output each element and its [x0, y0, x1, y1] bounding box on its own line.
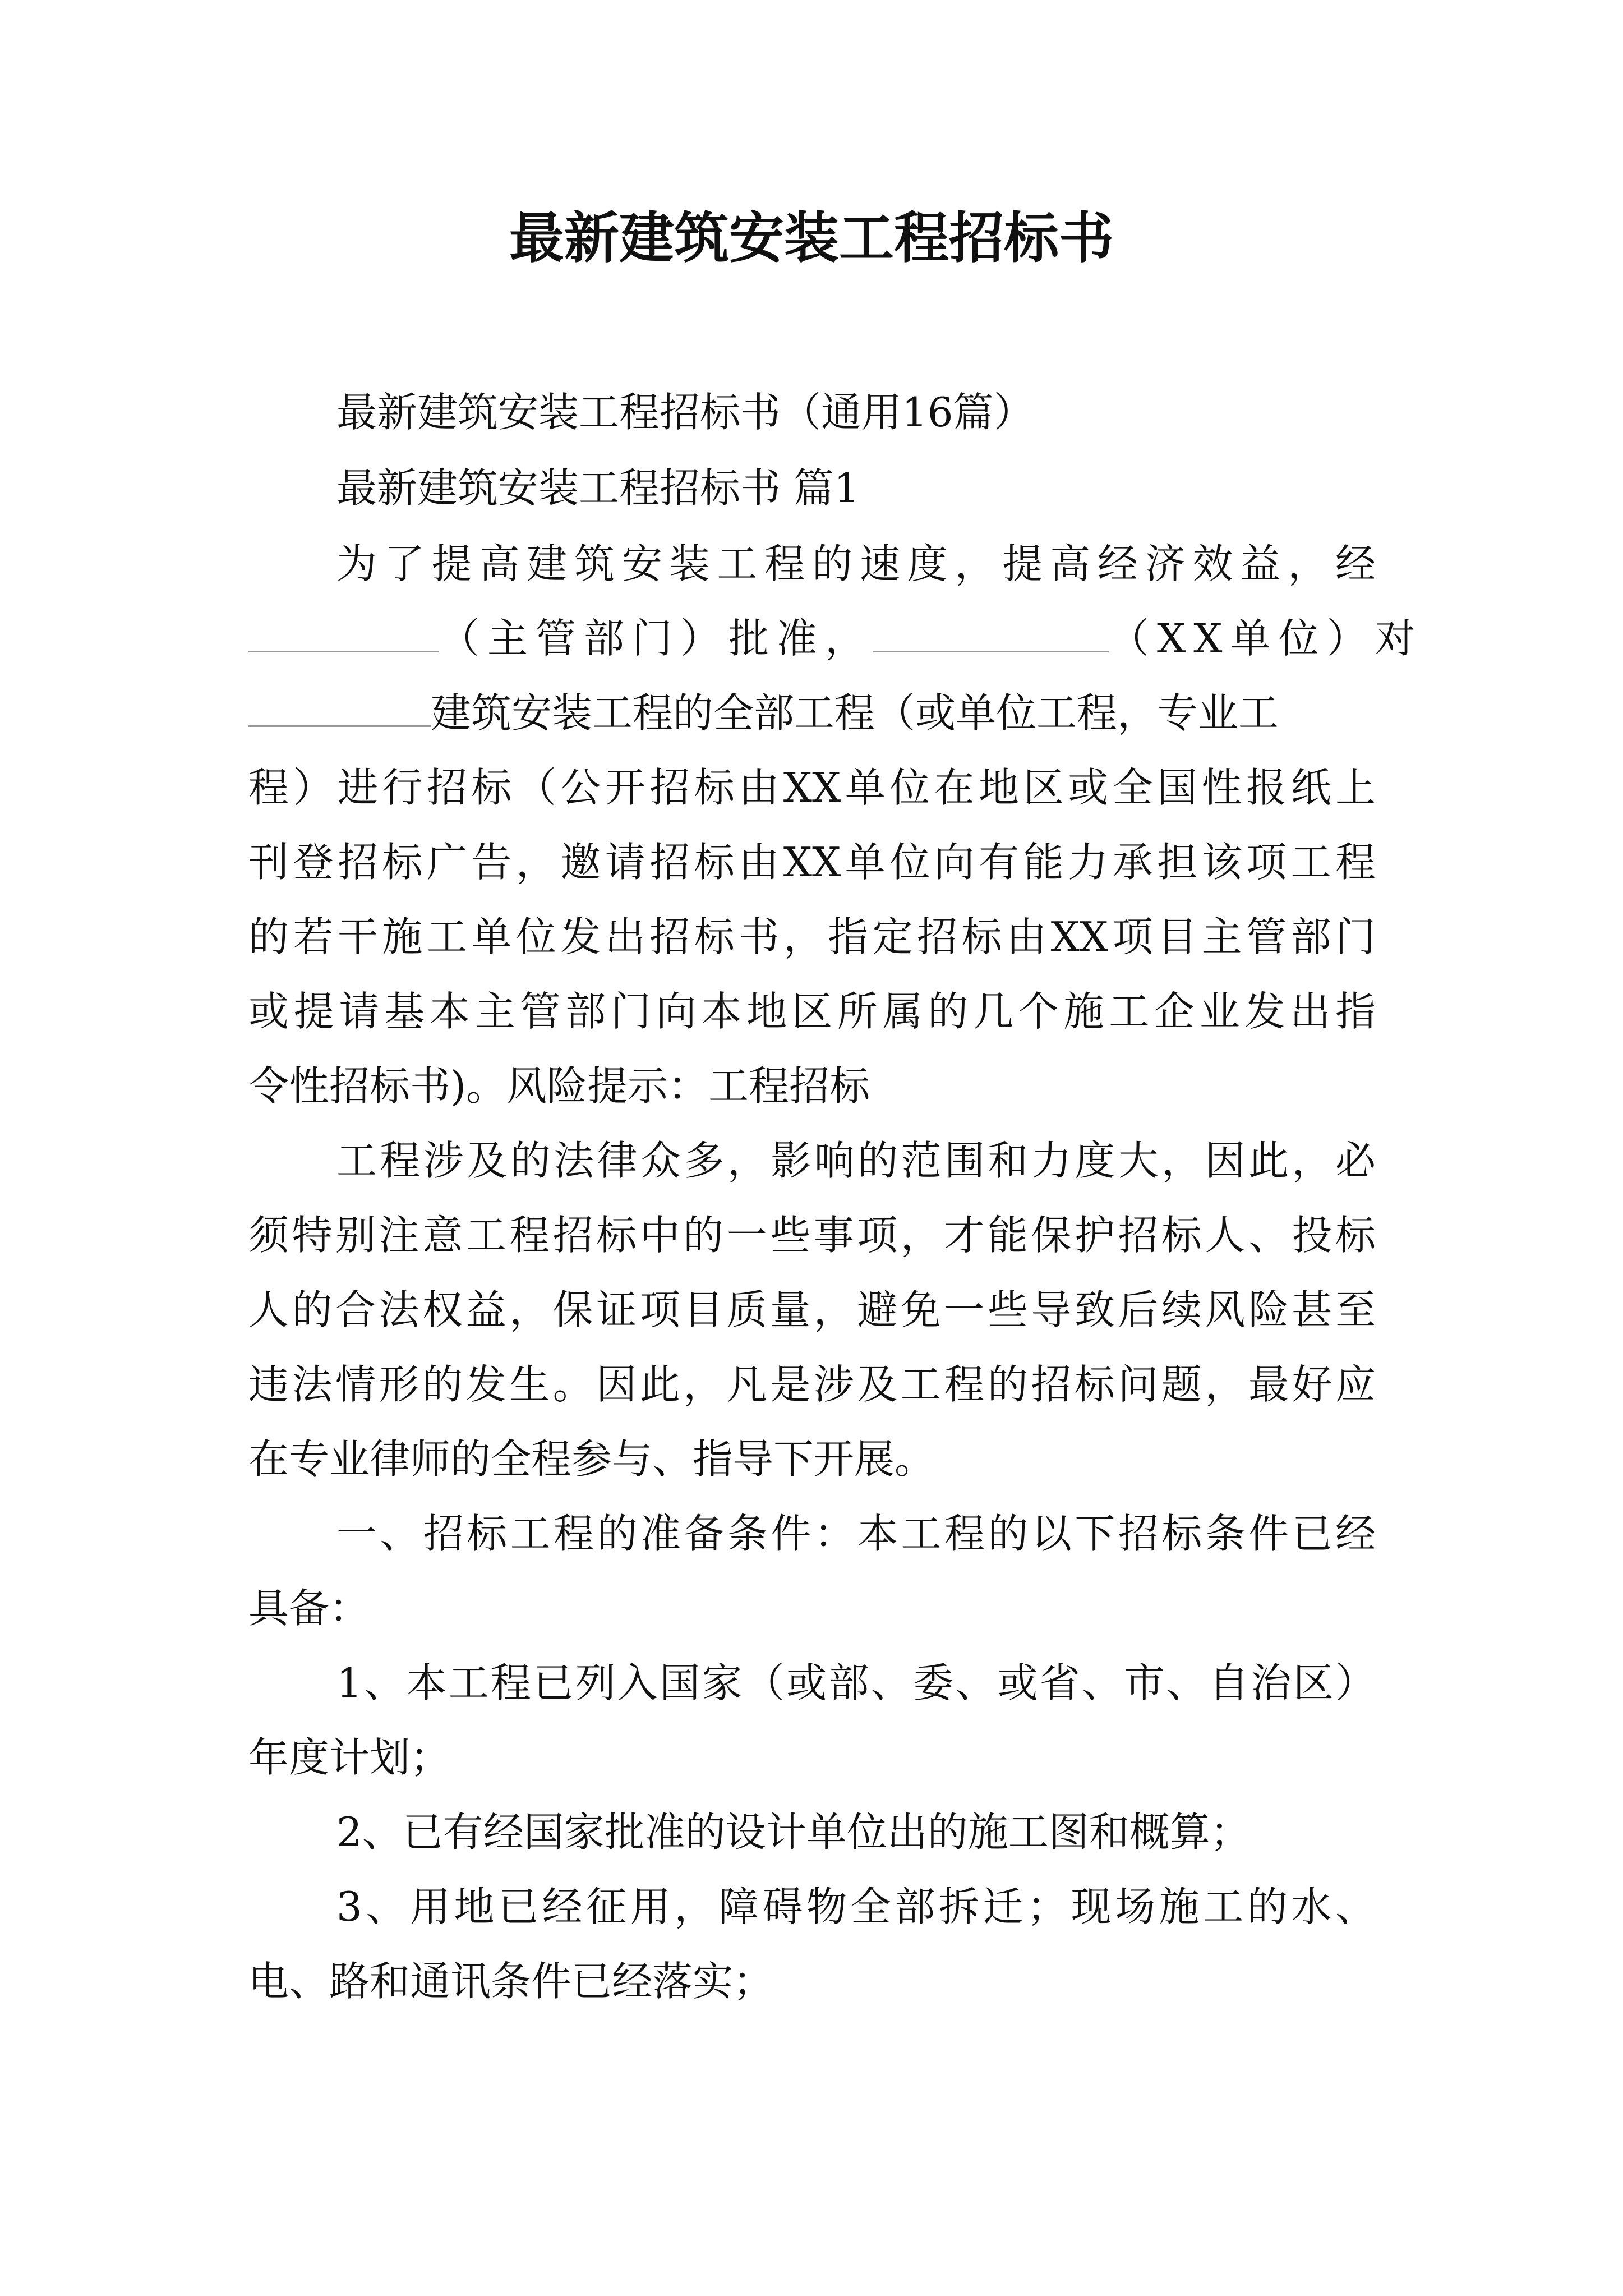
document-title: 最新建筑安装工程招标书	[509, 206, 1114, 270]
paragraph-1-line-2-part-a: （主管部门）批准，	[439, 615, 874, 662]
paragraph-1-line-6: 的若干施工单位发出招标书，指定招标由XX项目主管部门	[248, 913, 1376, 960]
document-subtitle: 最新建筑安装工程招标书（通用16篇）	[336, 389, 1034, 436]
paragraph-2-line-5: 在专业律师的全程参与、指导下开展。	[248, 1435, 935, 1483]
paragraph-1-line-4: 程）进行招标（公开招标由XX单位在地区或全国性报纸上	[248, 764, 1376, 811]
section-heading: 最新建筑安装工程招标书 篇1	[336, 464, 860, 512]
fill-blank-project	[248, 692, 431, 727]
paragraph-1-line-1: 为了提高建筑安装工程的速度，提高经济效益，经	[336, 540, 1376, 587]
paragraph-3-line-1: 一、招标工程的准备条件：本工程的以下招标条件已经	[336, 1510, 1376, 1557]
paragraph-1-line-8: 令性招标书)。风险提示：工程招标	[248, 1062, 870, 1110]
paragraph-1-line-5: 刊登招标广告，邀请招标由XX单位向有能力承担该项工程	[248, 839, 1376, 886]
list-item-3-line-1: 3、用地已经征用，障碍物全部拆迁；现场施工的水、	[336, 1883, 1376, 1930]
fill-blank-unit	[873, 617, 1109, 652]
paragraph-1-line-7: 或提请基本主管部门向本地区所属的几个施工企业发出指	[248, 988, 1376, 1035]
paragraph-2-line-1: 工程涉及的法律众多，影响的范围和力度大，因此，必	[336, 1137, 1376, 1184]
paragraph-1-line-3-text: 建筑安装工程的全部工程（或单位工程，专业工	[431, 689, 1279, 737]
list-item-1-line-1: 1、本工程已列入国家（或部、委、或省、市、自治区）	[336, 1659, 1376, 1706]
paragraph-3-line-2: 具备：	[248, 1585, 370, 1632]
paragraph-2-line-2: 须特别注意工程招标中的一些事项，才能保护招标人、投标	[248, 1212, 1376, 1259]
paragraph-1-line-3	[248, 682, 1376, 744]
paragraph-1-line-2-part-b: （XX单位）对	[1109, 615, 1423, 662]
fill-blank-department	[248, 617, 439, 652]
paragraph-2-line-4: 违法情形的发生。因此，凡是涉及工程的招标问题，最好应	[248, 1361, 1376, 1408]
list-item-3-line-2: 电、路和通讯条件已经落实；	[248, 1958, 774, 2005]
list-item-1-line-2: 年度计划；	[248, 1734, 451, 1781]
list-item-2-line-1: 2、已有经国家批准的设计单位出的施工图和概算；	[336, 1809, 1251, 1856]
paragraph-1-line-2	[248, 608, 1423, 669]
paragraph-2-line-3: 人的合法权益，保证项目质量，避免一些导致后续风险甚至	[248, 1286, 1376, 1333]
